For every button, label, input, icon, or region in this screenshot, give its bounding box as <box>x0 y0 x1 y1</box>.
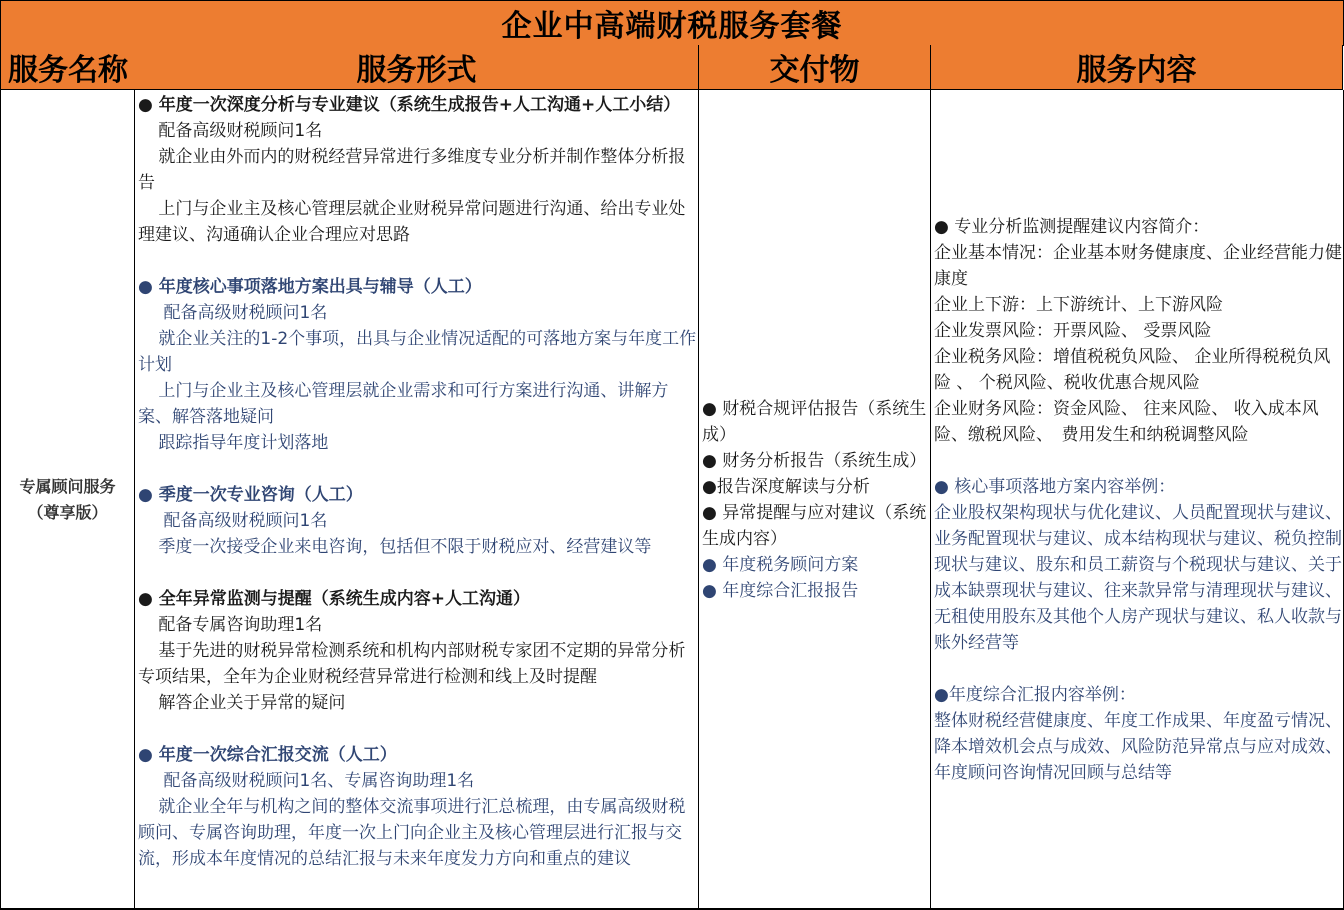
form-item-line: 上门与企业主及核心管理层就企业需求和可行方案进行沟通、讲解方案、解答落地疑问 <box>138 381 669 427</box>
form-item-title: ● 年度一次综合汇报交流（人工） <box>138 745 397 765</box>
form-item-line: 季度一次接受企业来电咨询，包括但不限于财税应对、经营建议等 <box>158 537 652 557</box>
content-block-title: ●年度综合汇报内容举例： <box>934 685 1136 705</box>
content-block-title: ● 核心事项落地方案内容举例： <box>934 477 1176 497</box>
content-block-title: ● 专业分析监测提醒建议内容简介： <box>934 217 1210 237</box>
header-service-content[interactable]: 服务内容 <box>931 45 1343 90</box>
form-item-line: 配备高级财税顾问1名 <box>163 303 328 323</box>
service-name-cell[interactable] <box>0 90 135 910</box>
deliverables-cell[interactable] <box>699 90 931 910</box>
sheet-title: 企业中高端财税服务套餐 <box>501 9 843 44</box>
service-form-cell[interactable] <box>135 90 699 910</box>
content-text: 整体财税经营健康度、年度工作成果、年度盈亏情况、降本增效机会点与成效、风险防范异常点与应对成效、年度顾问咨询情况回顾与总结等 <box>934 711 1342 783</box>
deliverable-item: ●报告深度解读与分析 <box>702 477 870 497</box>
header-service-name[interactable]: 服务名称 <box>0 45 136 90</box>
header-service-form[interactable]: 服务形式 <box>135 45 699 90</box>
header-deliverables[interactable]: 交付物 <box>699 45 931 90</box>
deliverable-item: ● 异常提醒与应对建议（系统生成内容） <box>702 503 927 549</box>
form-item-line: 就企业全年与机构之间的整体交流事项进行汇总梳理，由专属高级财税顾问、专属咨询助理，年度一次上门向企业主及核心管理层进行汇报与交流，形成本年度情况的总结汇报与未来年度发力方向和重点的建议 <box>138 797 686 869</box>
content-text: 企业股权架构现状与优化建议、人员配置现状与建议、业务配置现状与建议、成本结构现状与建议、税负控制现状与建议、股东和员工薪资与个税现状与建议、关于成本缺票现状与建议、往来款异常与清理现状与建议、无租使用股东及其他个人房产现状与建议、私人收款与账外经营等 <box>934 503 1342 653</box>
service-name: 专属顾问服务 <box>19 477 116 496</box>
content-line: 企业财务风险：资金风险、 往来风险、 收入成本风险、缴税风险、 费用发生和纳税调整风险 <box>934 399 1319 445</box>
deliverable-item: ● 年度综合汇报报告 <box>702 581 859 601</box>
content-line: 企业上下游：上下游统计、上下游风险 <box>934 295 1223 315</box>
service-edition: （尊享版） <box>27 503 108 522</box>
form-item-line: 配备专属咨询助理1名 <box>158 615 323 635</box>
sheet-title-cell[interactable] <box>0 0 1344 46</box>
form-item-line: 就企业关注的1-2个事项，出具与企业情况适配的可落地方案与年度工作计划 <box>138 329 697 375</box>
content-line: 企业基本情况：企业基本财务健康度、企业经营能力健康度 <box>934 243 1342 289</box>
form-item-line: 配备高级财税顾问1名 <box>163 511 328 531</box>
service-content-cell[interactable] <box>931 90 1344 910</box>
deliverable-item: ● 年度税务顾问方案 <box>702 555 859 575</box>
form-item-line: 跟踪指导年度计划落地 <box>158 433 329 453</box>
form-item-title: ● 年度核心事项落地方案出具与辅导（人工） <box>138 277 482 297</box>
form-item-line: 配备高级财税顾问1名 <box>158 121 323 141</box>
content-line: 企业税务风险：增值税税负风险、 企业所得税税负风险 、 个税风险、税收优惠合规风险 <box>934 347 1331 393</box>
form-item-title: ● 全年异常监测与提醒（系统生成内容+人工沟通） <box>138 589 530 609</box>
form-item-title: ● 年度一次深度分析与专业建议（系统生成报告+人工沟通+人工小结） <box>138 95 681 115</box>
form-item-line: 解答企业关于异常的疑问 <box>158 693 346 713</box>
form-item-title: ● 季度一次专业咨询（人工） <box>138 485 363 505</box>
content-line: 企业发票风险：开票风险、 受票风险 <box>934 321 1212 341</box>
form-item-line: 配备高级财税顾问1名、专属咨询助理1名 <box>163 771 475 791</box>
deliverable-item: ● 财税合规评估报告（系统生成） <box>702 399 927 445</box>
form-item-line: 基于先进的财税异常检测系统和机构内部财税专家团不定期的异常分析专项结果，全年为企业财税经营异常进行检测和线上及时提醒 <box>138 641 686 687</box>
form-item-line: 上门与企业主及核心管理层就企业财税异常问题进行沟通、给出专业处理建议、沟通确认企业合理应对思路 <box>138 199 686 245</box>
deliverable-item: ● 财务分析报告（系统生成） <box>702 451 927 471</box>
form-item-line: 就企业由外而内的财税经营异常进行多维度专业分析并制作整体分析报告 <box>138 147 686 193</box>
